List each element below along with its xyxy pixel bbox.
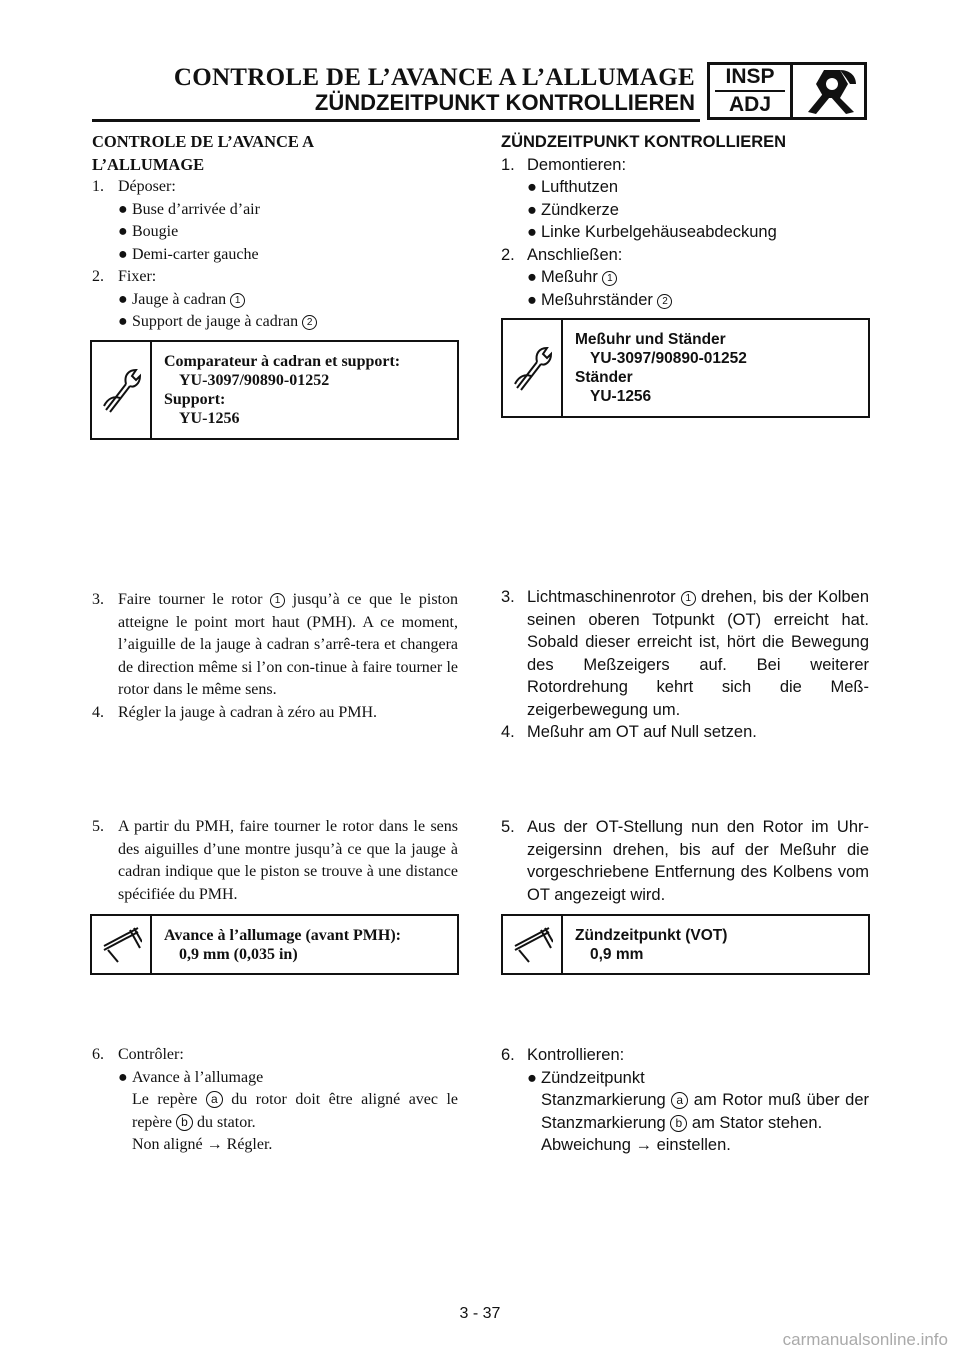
mark-b: b — [670, 1115, 687, 1132]
fr-section-6 — [92, 1044, 458, 1157]
caliper-icon — [92, 916, 152, 973]
fr-step6-text: Le repère a du rotor doit être aligné avec le repère b du stator. — [132, 1091, 459, 1131]
section-badge — [707, 62, 867, 120]
list-item: ● Avance à l’allumage — [118, 1068, 264, 1086]
fr-step1-label: Déposer: — [118, 178, 176, 195]
wrench-nut-icon — [793, 65, 864, 117]
fr-spec-value: 0,9 mm (0,035 in) — [179, 946, 298, 963]
de-spec-content — [563, 916, 727, 973]
list-item: ● Zündkerze — [527, 200, 619, 219]
fr-section-1 — [92, 131, 458, 334]
de-tool-box — [501, 318, 870, 418]
de-spec-title: Zündzeitpunkt (VOT) — [575, 927, 728, 944]
de-spec-box — [501, 914, 870, 975]
list-item: ● Buse d’arrivée d’air — [118, 200, 260, 218]
de-step-5: 5. Aus der OT-Stellung nun den Rotor im Uhr-zeigersinn drehen, bis auf der Meßuhr die vorgeschriebene Entfernung des Kolbens vom OT angezeigt wird. — [501, 818, 869, 904]
de-step6-text: Stanzmarkierung a am Rotor muß über der Stanzmarkierung b am Stator stehen. — [541, 1091, 870, 1132]
fr-step-1 — [92, 176, 458, 199]
de-tool-code1: YU-3097/90890-01252 — [590, 350, 747, 367]
fr-tool-title: Comparateur à cadran et support: — [164, 353, 401, 370]
fr-step6-adjust: Non aligné → Régler. — [132, 1136, 273, 1153]
de-step6-adjust: Abweichung → einstellen. — [541, 1136, 731, 1154]
fr-spec-box — [90, 914, 459, 975]
page-number: 3 - 37 — [459, 1305, 501, 1322]
badge-text — [710, 65, 793, 117]
fr-heading-line1: CONTROLE DE L’AVANCE A — [92, 132, 315, 151]
mark-2: 2 — [302, 315, 317, 330]
de-section-6 — [501, 1044, 869, 1157]
watermark: carmanualsonline.info — [782, 1330, 948, 1349]
list-item: ● Demi-carter gauche — [118, 245, 259, 263]
list-item: ● Zündzeitpunkt — [527, 1068, 645, 1087]
fr-step2-num: 2. — [92, 268, 104, 285]
de-tool-title: Meßuhr und Ständer — [575, 331, 726, 348]
fr-step-6: 6. Contrôler: — [92, 1046, 184, 1063]
fr-tool-content — [152, 342, 400, 438]
list-item: ● Meßuhr 1 — [501, 266, 869, 289]
fr-spec-content — [152, 916, 401, 973]
special-tool-icon — [503, 320, 563, 416]
fr-step-5: 5. A partir du PMH, faire tourner le rotor dans le sens des aiguilles d’une montre jusqu’à ce que la jauge à cadran indique que le piston se trouve à une distance spécifiée du PMH. — [92, 818, 458, 903]
mark-1: 1 — [602, 271, 617, 286]
de-step-4: 4. Meßuhr am OT auf Null setzen. — [501, 723, 757, 741]
badge-insp: INSP — [725, 65, 775, 88]
list-item: ● Meßuhrständer 2 — [501, 289, 869, 312]
fr-spec-title: Avance à l’allumage (avant PMH): — [164, 927, 401, 944]
fr-step1-num: 1. — [92, 178, 104, 195]
de-step-1: 1. Demontieren: — [501, 155, 627, 174]
caliper-icon — [503, 916, 563, 973]
fr-step-2 — [92, 266, 458, 289]
list-item: ● Jauge à cadran 1 — [92, 289, 458, 312]
list-item: ● Support de jauge à cadran 2 — [92, 311, 458, 334]
list-item: ● Lufthutzen — [527, 178, 619, 196]
fr-tool-box — [90, 340, 459, 440]
de-heading: ZÜNDZEITPUNKT KONTROLLIEREN — [501, 133, 787, 151]
special-tool-icon — [92, 342, 152, 438]
de-step-2: 2. Anschließen: — [501, 245, 623, 264]
de-tool-content — [563, 320, 747, 416]
fr-step-3: 3. Faire tourner le rotor 1 jusqu’à ce que le piston atteigne le point mort haut (PMH). A ce moment, l’aiguille de la jauge à cadran s’arrê-tera et changera de direction même si l’on con-tinue à faire tourner le rotor dans le même sens. — [92, 591, 459, 698]
header-rule — [92, 119, 700, 122]
de-spec-value: 0,9 mm — [590, 946, 644, 963]
de-tool-code2: YU-1256 — [590, 388, 652, 405]
list-item: ● Linke Kurbelgehäuseabdeckung — [527, 223, 777, 241]
fr-tool-code1: YU-3097/90890-01252 — [179, 372, 330, 389]
de-step-3: 3. Lichtmaschinenrotor 1 drehen, bis der Kolben seinen oberen Totpunkt (OT) erreicht hat. Sobald dieser erreicht ist, hört die Bewegung des Meßzeigers auf. Bei weiterer Rotordrehung kehrt sich die Meß-zeigerbewegung um. — [501, 588, 869, 719]
mark-2: 2 — [657, 294, 672, 309]
de-section-5 — [501, 816, 869, 906]
fr-section-3 — [92, 589, 458, 724]
badge-adj: ADJ — [728, 93, 771, 116]
de-section-3 — [501, 586, 869, 744]
fr-heading-line2: L’ALLUMAGE — [92, 154, 205, 174]
fr-tool-code2: YU-1256 — [179, 410, 240, 427]
header-title-fr: CONTROLE DE L’AVANCE A L’ALLUMAGE — [173, 64, 695, 91]
fr-step-4: 4. Régler la jauge à cadran à zéro au PMH. — [92, 703, 377, 721]
mark-1: 1 — [270, 593, 285, 608]
list-item: ● Bougie — [118, 223, 179, 240]
de-tool-sub: Ständer — [575, 369, 633, 386]
fr-tool-sub: Support: — [164, 391, 226, 408]
fr-step2-label: Fixer: — [118, 268, 157, 285]
de-step-6: 6. Kontrollieren: — [501, 1046, 625, 1064]
de-section-1 — [501, 131, 869, 311]
mark-a: a — [206, 1091, 223, 1108]
fr-section-5 — [92, 816, 458, 906]
mark-b: b — [176, 1114, 193, 1131]
mark-1: 1 — [681, 591, 696, 606]
mark-1: 1 — [230, 293, 245, 308]
header-title-de: ZÜNDZEITPUNKT KONTROLLIEREN — [314, 90, 695, 115]
mark-a: a — [671, 1092, 688, 1109]
